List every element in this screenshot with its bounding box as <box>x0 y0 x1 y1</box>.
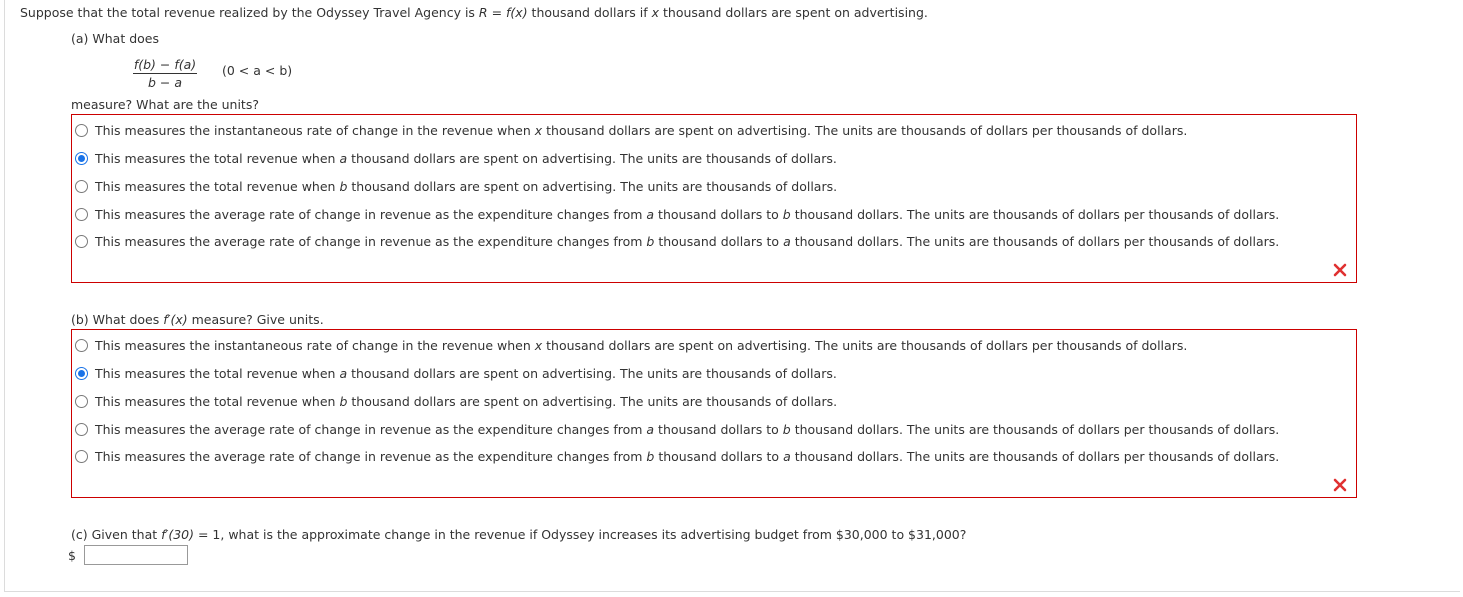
fraction-denominator: b − a <box>147 75 182 90</box>
part-b-options <box>71 329 1357 498</box>
radio-button[interactable] <box>75 423 88 436</box>
option-variable: a <box>646 421 655 437</box>
option-text <box>95 151 837 166</box>
option-variable: b <box>339 393 348 409</box>
intro-eq: = <box>487 5 507 20</box>
option-text-part: thousand dollars to <box>654 448 784 464</box>
option-text-part: thousand dollars are spent on advertising. The units are thousands of dollars. <box>347 365 837 381</box>
option-text <box>95 366 837 381</box>
option-text-part: This measures the average rate of change in revenue as the expenditure changes from <box>95 448 647 464</box>
part-a-option-3[interactable] <box>75 175 837 197</box>
option-variable: b <box>782 206 791 222</box>
option-variable: a <box>339 150 348 166</box>
intro-mid: thousand dollars if <box>527 5 652 20</box>
option-variable: x <box>534 122 543 138</box>
radio-button[interactable] <box>75 124 88 137</box>
option-text-part: thousand dollars to <box>654 206 783 222</box>
part-a-option-1[interactable] <box>75 119 1187 141</box>
option-text-part: This measures the instantaneous rate of change in the revenue when <box>95 122 535 138</box>
option-variable: x <box>534 337 543 353</box>
option-variable: a <box>646 206 655 222</box>
fraction-numerator: f(b) − f(a) <box>133 57 197 72</box>
part-b-option-4[interactable] <box>75 418 1279 440</box>
var-fx: f(x) <box>506 5 528 20</box>
question-panel <box>4 0 1460 592</box>
part-b-option-2[interactable] <box>75 362 837 384</box>
radio-button[interactable] <box>75 152 88 165</box>
radio-button[interactable] <box>75 450 88 463</box>
option-text <box>95 449 1279 464</box>
radio-button[interactable] <box>75 395 88 408</box>
part-c-label-post: = 1, what is the approximate change in the revenue if Odyssey increases its advertising budget from $30,000 to $31,000? <box>194 527 967 542</box>
option-variable: a <box>783 448 791 464</box>
radio-button[interactable] <box>75 339 88 352</box>
option-text-part: thousand dollars are spent on advertising. The units are thousands of dollars per thousands of dollars. <box>542 337 1188 353</box>
option-text-part: thousand dollars are spent on advertising. The units are thousands of dollars. <box>347 178 838 194</box>
x-mark-icon <box>1333 263 1347 277</box>
option-text-part: This measures the total revenue when <box>95 365 340 381</box>
option-text-part: thousand dollars are spent on advertising. The units are thousands of dollars per thousands of dollars. <box>542 122 1188 138</box>
option-variable: a <box>783 233 791 249</box>
part-b-option-1[interactable] <box>75 334 1187 356</box>
answer-input[interactable] <box>84 545 188 565</box>
part-b-label <box>71 312 324 327</box>
fprime-30: f′(30) <box>161 527 195 542</box>
option-text-part: thousand dollars. The units are thousands of dollars per thousands of dollars. <box>790 233 1280 249</box>
fprime-x: f′(x) <box>163 312 188 327</box>
option-text <box>95 234 1279 249</box>
option-text-part: thousand dollars to <box>654 233 784 249</box>
x-mark-icon <box>1333 478 1347 492</box>
radio-button[interactable] <box>75 235 88 248</box>
radio-button[interactable] <box>75 180 88 193</box>
option-text-part: thousand dollars to <box>654 421 783 437</box>
var-r: R <box>478 5 488 20</box>
option-text-part: This measures the average rate of change in revenue as the expenditure changes from <box>95 421 647 437</box>
option-text-part: This measures the instantaneous rate of change in the revenue when <box>95 337 535 353</box>
option-text-part: This measures the average rate of change in revenue as the expenditure changes from <box>95 206 647 222</box>
condition: (0 < a < b) <box>222 63 293 78</box>
difference-quotient <box>127 57 203 90</box>
option-variable: b <box>646 448 655 464</box>
part-a-options <box>71 114 1357 283</box>
part-b-label-pre: (b) What does <box>71 312 164 327</box>
answer-row <box>68 545 188 565</box>
option-text <box>95 422 1279 437</box>
option-text-part: This measures the average rate of change in revenue as the expenditure changes from <box>95 233 647 249</box>
intro-post: thousand dollars are spent on advertising. <box>659 5 928 20</box>
option-text <box>95 207 1279 222</box>
part-a-label: (a) What does <box>71 31 159 46</box>
option-text <box>95 338 1187 353</box>
option-text-part: thousand dollars. The units are thousands of dollars per thousands of dollars. <box>790 448 1280 464</box>
option-text-part: thousand dollars are spent on advertising. The units are thousands of dollars. <box>347 150 837 166</box>
part-a-option-4[interactable] <box>75 203 1279 225</box>
part-b-option-3[interactable] <box>75 390 837 412</box>
part-b-label-post: measure? Give units. <box>187 312 324 327</box>
option-variable: b <box>646 233 655 249</box>
question-intro <box>20 5 928 20</box>
option-variable: a <box>339 365 348 381</box>
option-text-part: thousand dollars are spent on advertising. The units are thousands of dollars. <box>347 393 838 409</box>
option-text <box>95 394 837 409</box>
part-c-label <box>71 527 966 542</box>
intro-text: Suppose that the total revenue realized by the Odyssey Travel Agency is <box>20 5 479 20</box>
option-text-part: This measures the total revenue when <box>95 393 340 409</box>
option-text-part: thousand dollars. The units are thousands of dollars per thousands of dollars. <box>790 421 1280 437</box>
part-b-option-5[interactable] <box>75 445 1279 467</box>
option-text-part: This measures the total revenue when <box>95 150 340 166</box>
part-a-follow: measure? What are the units? <box>71 97 259 112</box>
option-variable: b <box>782 421 791 437</box>
part-a-option-5[interactable] <box>75 230 1279 252</box>
radio-button[interactable] <box>75 208 88 221</box>
option-text <box>95 123 1187 138</box>
option-variable: b <box>339 178 348 194</box>
option-text-part: thousand dollars. The units are thousands of dollars per thousands of dollars. <box>790 206 1280 222</box>
part-c-label-pre: (c) Given that <box>71 527 162 542</box>
option-text-part: This measures the total revenue when <box>95 178 340 194</box>
currency-symbol: $ <box>68 547 76 563</box>
var-x: x <box>651 5 660 20</box>
part-a-option-2[interactable] <box>75 147 837 169</box>
option-text <box>95 179 837 194</box>
radio-button[interactable] <box>75 367 88 380</box>
